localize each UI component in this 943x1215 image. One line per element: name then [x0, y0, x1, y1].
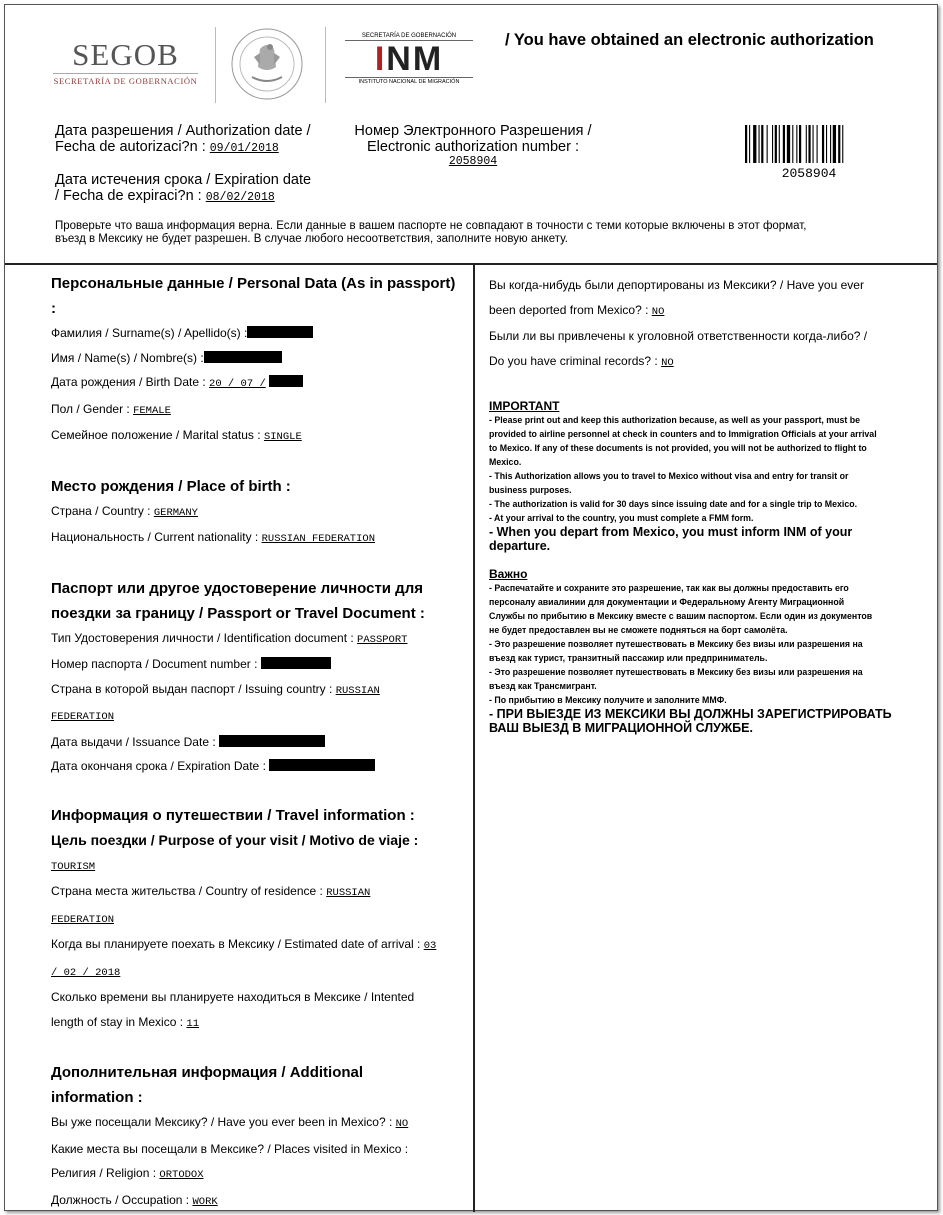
redacted-block: [261, 657, 331, 669]
inm-wordmark: INM: [374, 40, 444, 78]
criminal-label: Do you have criminal records? :: [489, 353, 658, 368]
document-number-row: [51, 652, 461, 677]
notice-line: Mexico.: [489, 457, 522, 467]
issuing-country-row-cont: [51, 703, 461, 730]
note-line: Проверьте что ваша информация верна. Если данные в вашем паспорте не совпадают в точности с теми которые включены в этот формат,: [55, 220, 807, 232]
redacted-block: [247, 326, 313, 338]
issuing-country-row: [51, 677, 461, 704]
authorization-date-label-es: Fecha de autorizaci?n :: [55, 139, 206, 155]
deported-value: NO: [651, 305, 665, 318]
notice-line: - Please print out and keep this authorization because, as well as your passport, must be: [489, 415, 861, 425]
surname-label: Фамилия / Surname(s) / Apellido(s) :: [51, 326, 248, 340]
note-line: въезд в Мексику не будет разрешен. В случае любого несоответствия, заполните новую анкету.: [55, 233, 568, 245]
id-document-label: Тип Удостоверения личности / Identification document :: [51, 630, 354, 645]
notice-line: въезд как турист, транзитный пассажир или предприниматель.: [489, 653, 768, 663]
page-title: / You have obtained an electronic authorization: [505, 31, 874, 49]
redacted-block: [204, 351, 282, 363]
purpose-row: [51, 853, 461, 880]
arrival-value: / 02 / 2018: [51, 966, 121, 979]
barcode: [743, 125, 875, 180]
residence-row: [51, 879, 461, 906]
occupation-value: WORK: [192, 1195, 218, 1208]
marital-status-label: Семейное положение / Marital status :: [51, 428, 261, 442]
name-row: [51, 346, 461, 371]
issuing-country-value: FEDERATION: [51, 711, 115, 723]
authorization-number-label: Номер Электронного Разрешения /: [354, 123, 592, 139]
redacted-block: [269, 759, 375, 771]
place-of-birth-title: Место рождения / Place of birth :: [51, 477, 291, 495]
authorization-date-value: 09/01/2018: [209, 142, 279, 155]
marital-status-value: SINGLE: [263, 431, 302, 443]
notice-line: Службы по прибытию в Мексику вместе с вашим паспортом. Если один из документов: [489, 611, 873, 621]
marital-status-row: [51, 423, 461, 450]
segob-logo: [53, 37, 198, 86]
deported-label: Вы когда-нибудь были депортированы из Мексики? / Have you ever: [489, 278, 864, 292]
segob-subtitle: SECRETARÍA DE GOBERNACIÓN: [53, 73, 198, 86]
additional-info-title: Дополнительная информация / Additional: [51, 1064, 364, 1081]
nationality-label: Национальность / Current nationality :: [51, 530, 259, 544]
notice-line: - Это разрешение позволяет путешествовать в Мексику без визы или разрешения на: [489, 639, 863, 649]
religion-row: [51, 1161, 461, 1188]
inm-bottom-text: INSTITUTO NACIONAL DE MIGRACIÓN: [345, 77, 473, 85]
religion-value: ORTODOX: [159, 1169, 204, 1181]
notice-line: не будет предоставлен вы не сможете подняться на борт самолёта.: [489, 625, 788, 635]
visited-value: NO: [395, 1118, 409, 1130]
notice-line: - По прибытию в Мексику получите и заполните ММФ.: [489, 695, 727, 705]
important-departure-note: departure.: [489, 539, 551, 553]
birth-date-label: Дата рождения / Birth Date :: [51, 375, 206, 389]
nationality-value: RUSSIAN FEDERATION: [261, 533, 376, 545]
notice-line: - Распечатайте и сохраните это разрешение, так как вы должны предоставить его: [489, 583, 849, 593]
expiration-date-label: Дата истечения срока / Expiration date: [55, 172, 312, 188]
column-separator: [473, 265, 475, 1212]
header-divider: [325, 27, 326, 103]
birth-date-row: [51, 370, 461, 397]
occupation-row: [51, 1188, 461, 1215]
birth-date-value: 20 / 07 /: [209, 378, 266, 390]
expiration-date-block: [55, 172, 345, 206]
vazhno-title: Важно: [489, 567, 528, 581]
notice-line: provided to airline personnel at check in counters and to Immigration Officials at your arrival: [489, 429, 877, 439]
country-row: [51, 499, 461, 526]
stay-row: [51, 1010, 461, 1037]
notice-line: - Это разрешение позволяет путешествовать в Мексику без визы или разрешения на: [489, 667, 863, 677]
stay-value: 11: [186, 1017, 200, 1030]
verification-note: [55, 220, 925, 246]
issuing-country-label: Страна в которой выдан паспорт / Issuing country :: [51, 681, 333, 696]
notice-line: персоналу авиалинии для документации и Федеральному Агенту Миграционной: [489, 597, 845, 607]
issuance-date-row: [51, 730, 461, 755]
gender-row: [51, 397, 461, 424]
stay-label: Сколько времени вы планируете находиться в Мексике / Intented: [51, 990, 415, 1004]
arrival-label: Когда вы планируете поехать в Мексику / Estimated date of arrival :: [51, 937, 421, 951]
additional-info-title: information :: [51, 1089, 143, 1106]
residence-row-cont: [51, 906, 461, 933]
expiration-date-value: 08/02/2018: [205, 191, 275, 204]
notice-line: въезд как Трансмигрант.: [489, 681, 597, 691]
nationality-row: [51, 525, 461, 552]
name-label: Имя / Name(s) / Nombre(s) :: [51, 350, 204, 365]
document-number-label: Номер паспорта / Document number :: [51, 657, 258, 671]
left-column: [51, 271, 461, 1214]
gender-label: Пол / Gender :: [51, 401, 130, 416]
id-document-row: [51, 626, 461, 653]
authorization-number-block: [343, 123, 603, 169]
passport-title: Паспорт или другое удостоверение личности для: [51, 579, 423, 597]
segob-wordmark: SEGOB: [72, 37, 179, 72]
issuance-date-label: Дата выдачи / Issuance Date :: [51, 734, 216, 749]
notice-line: - At your arrival to the country, you must complete a FMM form.: [489, 513, 754, 523]
vazhno-departure-note: ВАШ ВЫЕЗД В МИГРАЦИОННОЙ СЛУЖБЕ.: [489, 721, 753, 735]
horizontal-separator: [5, 263, 937, 265]
notice-line: business purposes.: [489, 485, 572, 495]
purpose-value: TOURISM: [51, 860, 96, 873]
authorization-document: [4, 4, 938, 1211]
residence-value: RUSSIAN: [326, 887, 371, 899]
inm-logo: [345, 33, 473, 85]
purpose-label: Цель поездки / Purpose of your visit / Motivo de viaje :: [51, 831, 419, 848]
notice-line: to Mexico. If any of these documents is not provided, you will not be authorized to flight to: [489, 443, 867, 453]
passport-title: поездки за границу / Passport or Travel Document :: [51, 604, 425, 622]
religion-label: Религия / Religion :: [51, 1166, 157, 1180]
places-visited-label: Какие места вы посещали в Мексике? / Places visited in Mexico :: [51, 1141, 409, 1156]
barcode-number: 2058904: [781, 166, 837, 181]
issuing-country-value: RUSSIAN: [335, 684, 380, 697]
id-document-value: PASSPORT: [357, 633, 408, 646]
notice-line: - The authorization is valid for 30 days since issuing date and for a single trip to Mexico.: [489, 499, 858, 509]
notice-line: - This Authorization allows you to travel to Mexico without visa and entry for transit or: [489, 471, 849, 481]
arrival-row: [51, 932, 461, 959]
criminal-label: Были ли вы привлечены к уголовной ответственности когда-либо? /: [489, 329, 868, 343]
vazhno-departure-note: - ПРИ ВЫЕЗДЕ ИЗ МЕКСИКИ ВЫ ДОЛЖНЫ ЗАРЕГИСТРИРОВАТЬ: [489, 707, 892, 721]
important-list: [489, 413, 909, 525]
personal-data-title: Персональные данные / Personal Data (As in passport) :: [51, 275, 456, 317]
criminal-row: [489, 349, 909, 376]
occupation-label: Должность / Occupation :: [51, 1192, 190, 1207]
vazhno-list: [489, 581, 909, 707]
residence-label: Страна места жительства / Country of residence :: [51, 884, 323, 898]
criminal-value: NO: [661, 356, 674, 369]
authorization-number-label-en: Electronic authorization number :: [367, 139, 579, 155]
country-label: Страна / Country :: [51, 503, 151, 518]
surname-row: [51, 321, 461, 346]
residence-value: FEDERATION: [51, 913, 115, 926]
important-departure-note: - When you depart from Mexico, you must inform INM of your: [489, 525, 853, 539]
inm-top-text: SECRETARÍA DE GOBERNACIÓN: [345, 33, 473, 41]
expiration-date-label-es: / Fecha de expiraci?n :: [55, 188, 202, 204]
authorization-number-value: 2058904: [448, 155, 498, 168]
authorization-date-label: Дата разрешения / Authorization date /: [55, 123, 311, 139]
right-column: [489, 273, 909, 735]
arrival-row-cont: [51, 959, 461, 986]
mexico-seal-icon: [230, 27, 304, 101]
deported-row: [489, 298, 909, 325]
deported-label: been deported from Mexico? :: [489, 302, 649, 317]
arrival-value: 03: [423, 940, 437, 952]
header-divider: [215, 27, 216, 103]
redacted-block: [219, 735, 325, 747]
important-title: IMPORTANT: [489, 399, 560, 413]
visited-label: Вы уже посещали Мексику? / Have you ever been in Mexico? :: [51, 1115, 393, 1129]
country-value: GERMANY: [153, 506, 198, 519]
stay-label: length of stay in Mexico :: [51, 1014, 184, 1029]
expiration-date-label: Дата окончаня срока / Expiration Date :: [51, 759, 266, 773]
redacted-block: [269, 375, 303, 387]
authorization-date-block: [55, 123, 345, 157]
visited-row: [51, 1110, 461, 1137]
travel-info-title: Информация о путешествии / Travel information :: [51, 806, 415, 824]
expiration-date-row: [51, 754, 461, 779]
gender-value: FEMALE: [133, 404, 171, 417]
barcode-icon: [743, 125, 875, 163]
